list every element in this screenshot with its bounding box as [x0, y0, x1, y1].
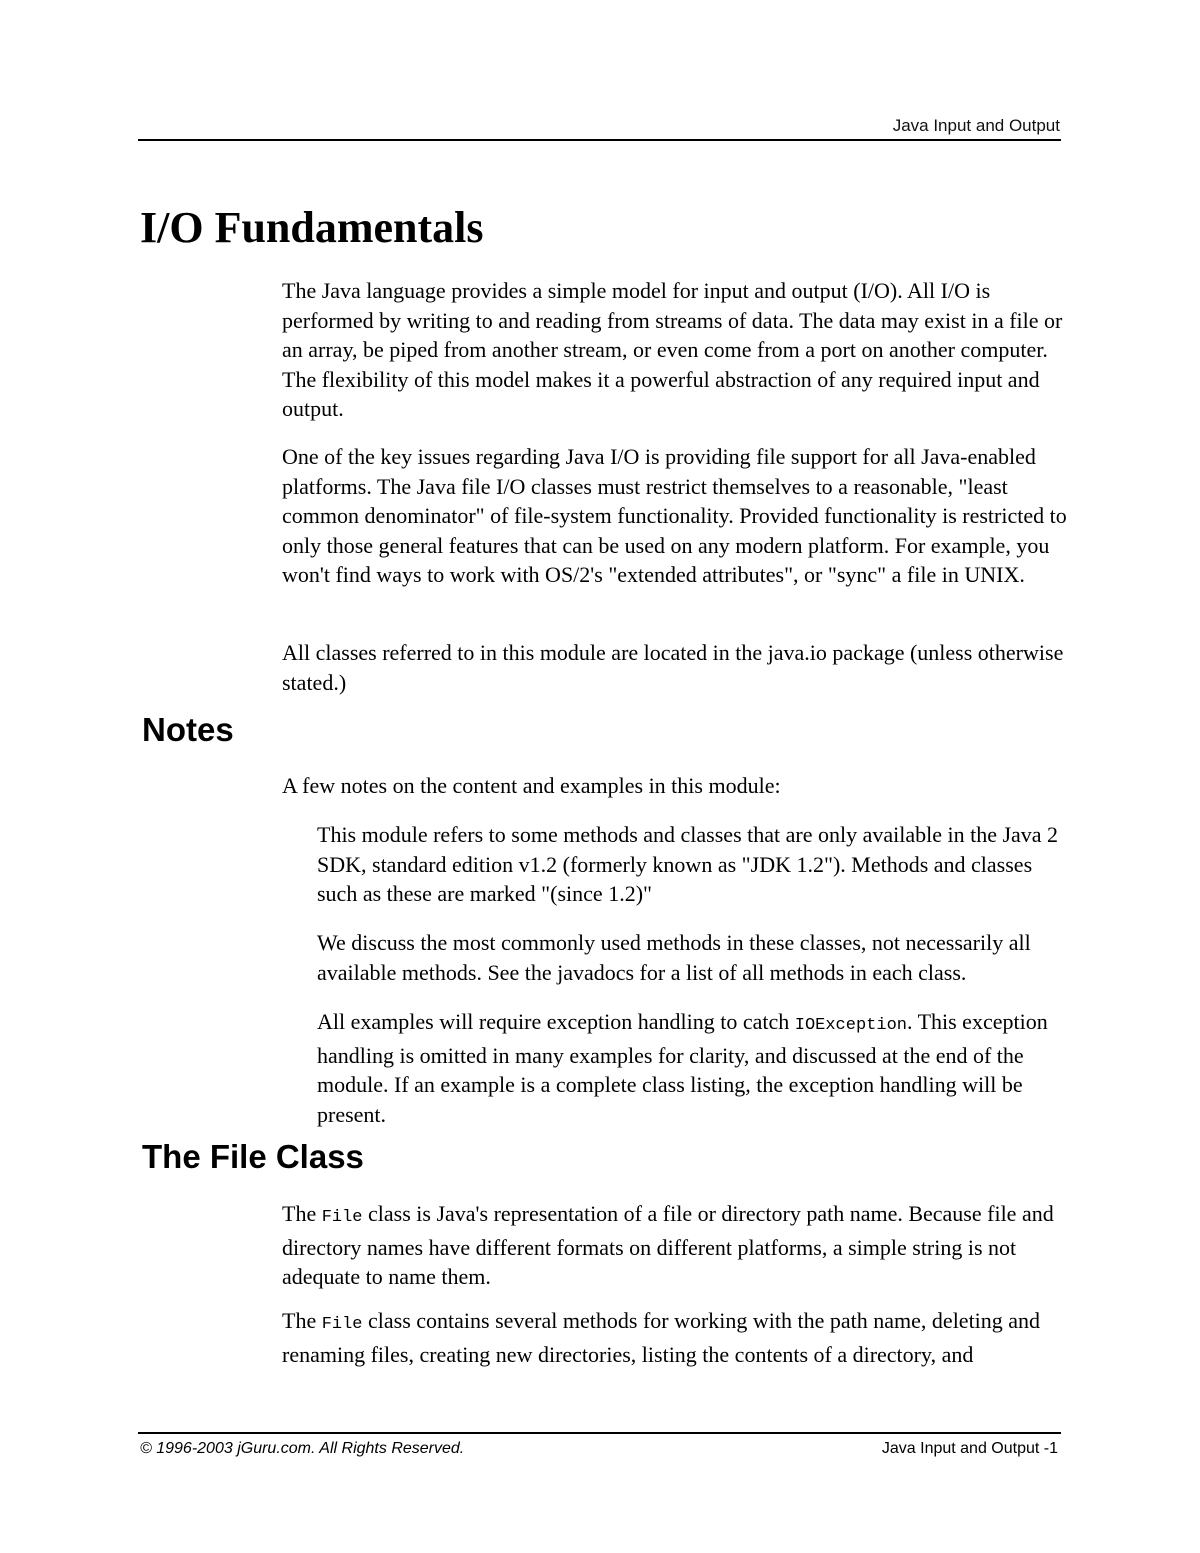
- intro-paragraph-2: One of the key issues regarding Java I/O is providing file support for all Java-enabled platforms. The Java file I/O classes must restrict themselves to a reasonable, "least common denominator" of file-system functionality. Provided functionality is restricted to only those general features that can be used on any modern platform. For example, you won't find ways to work with OS/2's "extended attributes", or "sync" a file in UNIX.: [282, 444, 1067, 587]
- footer-page-label: Java Input and Output -1: [881, 1440, 1058, 1457]
- file-p1-text-start: The: [282, 1201, 322, 1226]
- note-item-3: [317, 1007, 1072, 1129]
- running-header: Java Input and Output: [892, 116, 1060, 135]
- notes-heading: Notes: [142, 711, 234, 748]
- file-code-2: File: [321, 1315, 363, 1334]
- page-title: I/O Fundamentals: [140, 203, 484, 252]
- file-class-heading: The File Class: [142, 1138, 364, 1175]
- notes-lead: A few notes on the content and examples in this module:: [282, 773, 781, 798]
- note-item-2: We discuss the most commonly used methods in these classes, not necessarily all available methods. See the javadocs for a list of all methods in each class.: [317, 930, 1031, 985]
- file-class-paragraph-1: [282, 1199, 1072, 1292]
- file-p2-text-start: The: [282, 1308, 322, 1333]
- note-item-3-text-end: . This exception handling is omitted in many examples for clarity, and discussed at the end of the module. If an example is a complete class listing, the exception handling will be present.: [317, 1009, 1048, 1127]
- footer-rule: [138, 1432, 1061, 1434]
- file-class-paragraph-2: [282, 1306, 1072, 1369]
- intro-paragraph-1: The Java language provides a simple model for input and output (I/O). All I/O is performed by writing to and reading from streams of data. The data may exist in a file or an array, be piped from another stream, or even come from a port on another computer. The flexibility of this model makes it a powerful abstraction of any required input and output.: [282, 278, 1063, 421]
- intro-paragraph-3: All classes referred to in this module are located in the java.io package (unless otherwise stated.): [282, 640, 1064, 695]
- footer-copyright: © 1996-2003 jGuru.com. All Rights Reserved.: [140, 1440, 465, 1457]
- note-item-1: This module refers to some methods and classes that are only available in the Java 2 SDK, standard edition v1.2 (formerly known as "JDK 1.2"). Methods and classes such as these are marked "(since 1.2)": [317, 822, 1059, 906]
- file-p1-text-end: class is Java's representation of a file or directory path name. Because file and directory names have different formats on different platforms, a simple string is not adequate to name them.: [282, 1201, 1054, 1289]
- ioexception-code: IOException: [794, 1016, 907, 1035]
- note-item-3-text-start: All examples will require exception handling to catch: [317, 1009, 795, 1034]
- file-p2-text-end: class contains several methods for working with the path name, deleting and renaming files, creating new directories, listing the contents of a directory, and: [282, 1308, 1041, 1367]
- file-code: File: [321, 1208, 363, 1227]
- header-rule: [138, 139, 1061, 141]
